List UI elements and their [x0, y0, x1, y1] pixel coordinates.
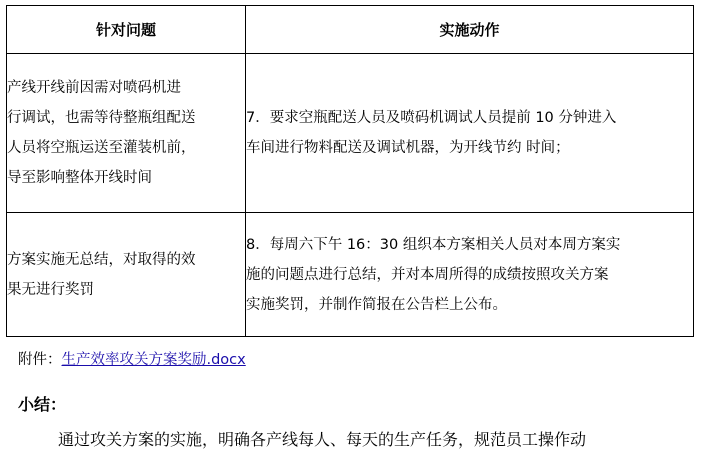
- table-row: [7, 213, 694, 337]
- problem-cell: [7, 213, 246, 337]
- action-cell: [246, 54, 694, 213]
- table-row: [7, 54, 694, 213]
- action-line: 8．每周六下午 16：30 组织本方案相关人员对本周方案实: [246, 236, 621, 253]
- problem-line: 方案实施无总结，对取得的效: [7, 251, 196, 268]
- summary-paragraph: 通过攻关方案的实施，明确各产线每人、每天的生产任务，规范员工操作动: [58, 430, 587, 449]
- issues-actions-table: [6, 5, 694, 337]
- action-cell: [246, 213, 694, 337]
- problem-line: 产线开线前因需对喷码机进: [7, 80, 181, 96]
- problem-line: 行调试，也需等待整瓶组配送: [7, 110, 196, 126]
- attachment-line: [18, 350, 246, 370]
- attachment-label: 附件：: [18, 352, 62, 368]
- attachment-link[interactable]: 生产效率攻关方案奖励.docx: [61, 352, 246, 368]
- action-line: 施的问题点进行总结，并对本周所得的成绩按照攻关方案: [246, 266, 609, 283]
- action-line: 实施奖罚，并制作简报在公告栏上公布。: [246, 296, 507, 313]
- action-line: 7．要求空瓶配送人员及喷码机调试人员提前 10 分钟进入: [246, 110, 617, 126]
- table-header-row: [7, 6, 694, 54]
- action-line: 车间进行物料配送及调试机器，为开线节约 时间；: [246, 140, 570, 156]
- summary-heading: 小结：: [18, 395, 67, 414]
- problem-line: 人员将空瓶运送至灌装机前，: [7, 140, 196, 156]
- header-problem: 针对问题: [7, 6, 246, 54]
- header-action: 实施动作: [246, 6, 694, 54]
- problem-line: 导至影响整体开线时间: [7, 170, 152, 186]
- problem-cell: [7, 54, 246, 213]
- problem-line: 果无进行奖罚: [7, 281, 94, 298]
